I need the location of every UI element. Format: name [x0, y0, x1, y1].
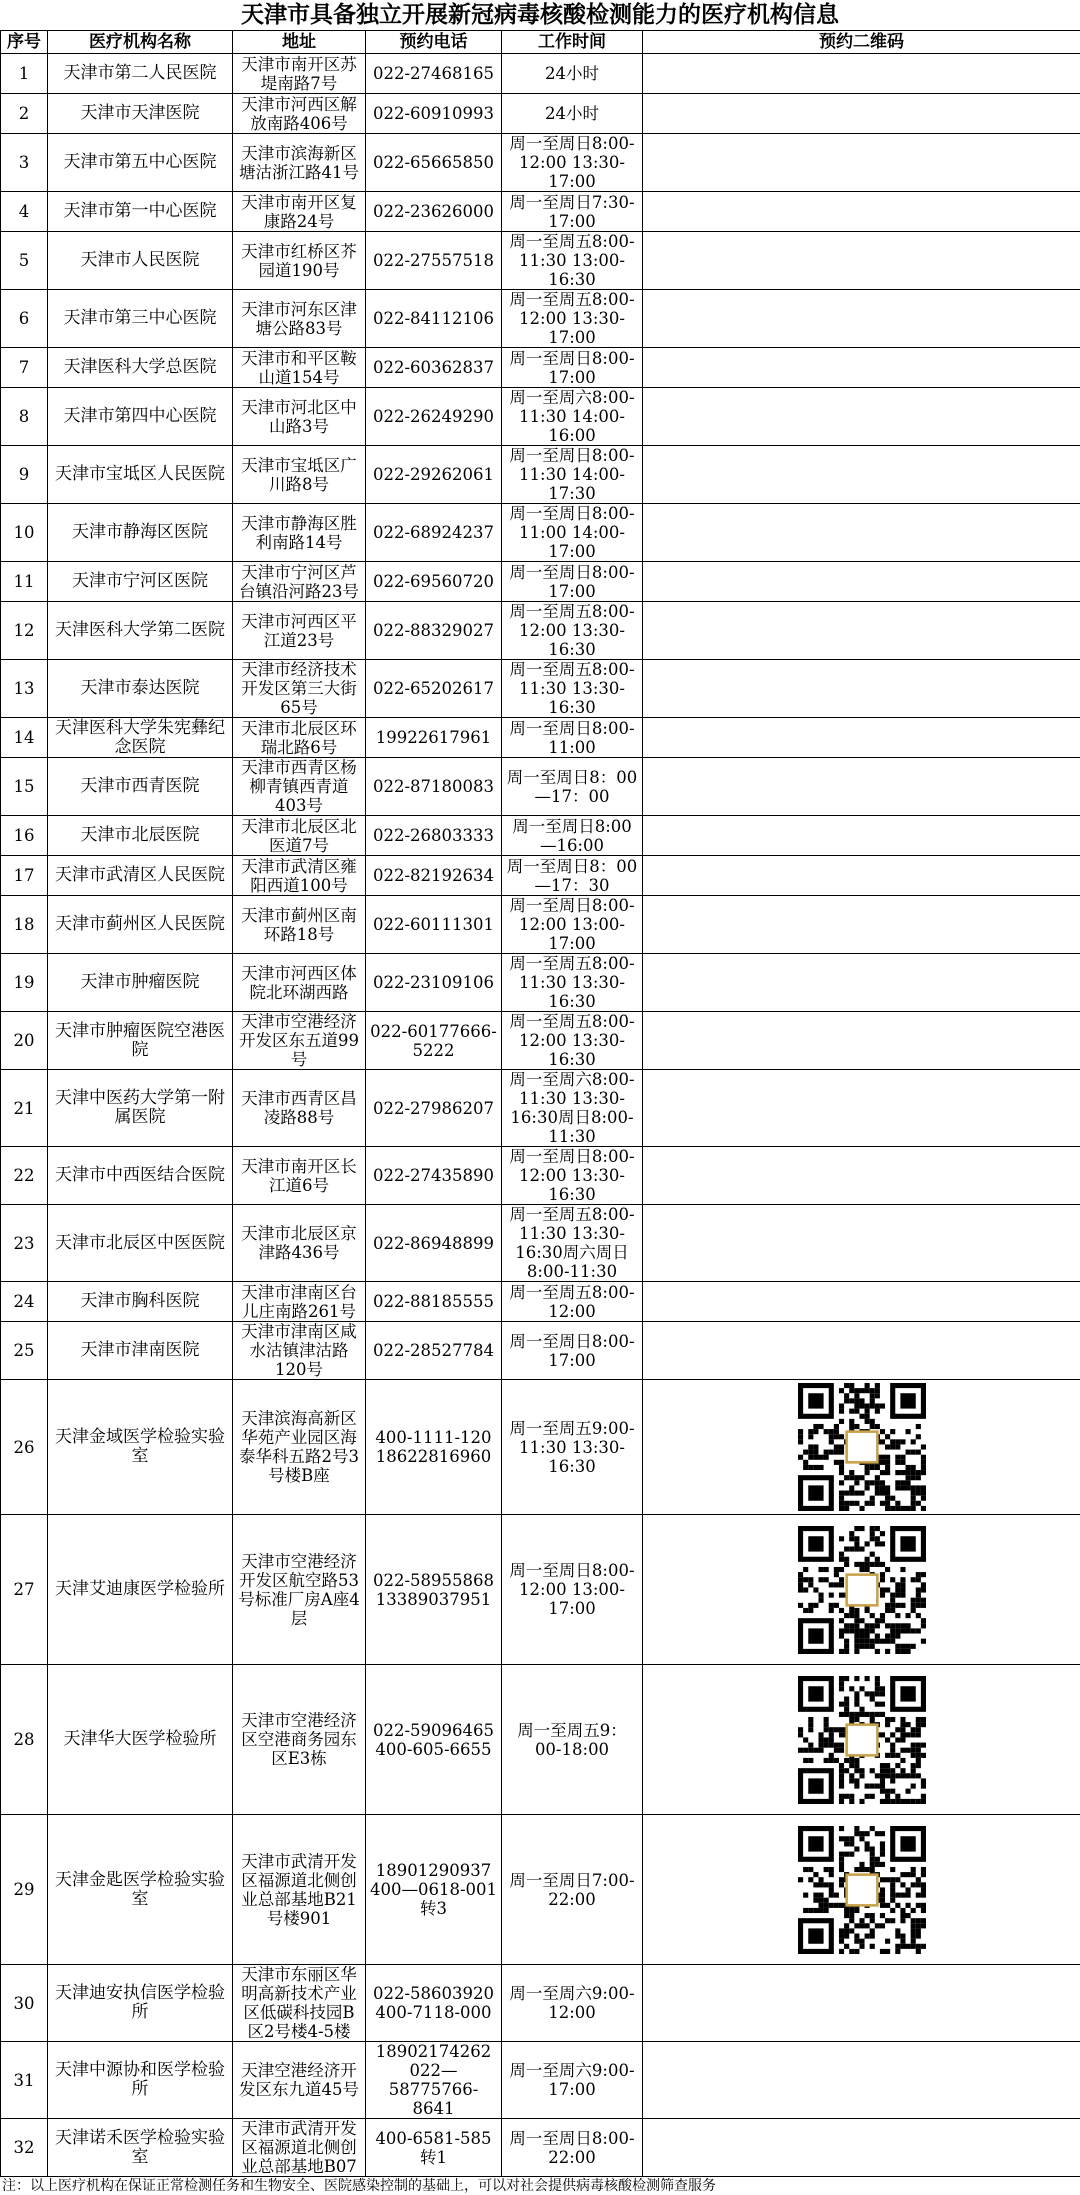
- working-hours: 周一至周五8:00-12:00: [502, 1282, 643, 1322]
- working-hours: 周一至周日8：00—17：00: [502, 758, 643, 816]
- appointment-phone: 022-86948899: [366, 1205, 502, 1282]
- institution-address: 天津市津南区咸水沽镇津沽路120号: [233, 1322, 366, 1380]
- table-row: [1, 1205, 1080, 1282]
- col-header-no: 序号: [1, 31, 48, 54]
- institution-address: 天津市河西区体院北环湖西路: [233, 954, 366, 1012]
- qr-code-icon[interactable]: [798, 1526, 926, 1654]
- row-number: 28: [1, 1665, 48, 1815]
- institution-name: 天津市人民医院: [48, 232, 233, 290]
- working-hours: 周一至周日8:00-22:00: [502, 2119, 643, 2177]
- institution-address: 天津市空港经济开发区航空路53号标准厂房A座4层: [233, 1515, 366, 1665]
- qr-code-cell: [643, 1147, 1080, 1205]
- appointment-phone: 022-23626000: [366, 192, 502, 232]
- table-row: [1, 1815, 1080, 1965]
- appointment-phone: 022-60362837: [366, 348, 502, 388]
- institution-name: 天津市第二人民医院: [48, 54, 233, 94]
- institution-name: 天津华大医学检验所: [48, 1665, 233, 1815]
- appointment-phone: 022-69560720: [366, 562, 502, 602]
- institution-name: 天津市泰达医院: [48, 660, 233, 718]
- qr-code-cell: [643, 388, 1080, 446]
- table-row: [1, 1147, 1080, 1205]
- footnote: 注：以上医疗机构在保证正常检测任务和生物安全、医院感染控制的基础上，可以对社会提供病毒核酸检测筛查服务: [0, 2177, 1080, 2195]
- row-number: 25: [1, 1322, 48, 1380]
- table-row: [1, 446, 1080, 504]
- table-row: [1, 2119, 1080, 2177]
- institution-address: 天津市空港经济区空港商务园东区E3栋: [233, 1665, 366, 1815]
- qr-code-cell: [643, 602, 1080, 660]
- table-row: [1, 896, 1080, 954]
- qr-code-icon[interactable]: [798, 1383, 926, 1511]
- institution-address: 天津市宝坻区广川路8号: [233, 446, 366, 504]
- row-number: 22: [1, 1147, 48, 1205]
- appointment-phone: 022-88185555: [366, 1282, 502, 1322]
- table-row: [1, 388, 1080, 446]
- institution-address: 天津市北辰区北医道7号: [233, 816, 366, 856]
- page-title: 天津市具备独立开展新冠病毒核酸检测能力的医疗机构信息: [0, 0, 1080, 30]
- working-hours: 周一至周日8:00-12:00 13:30-17:00: [502, 134, 643, 192]
- institution-address: 天津空港经济开发区东九道45号: [233, 2042, 366, 2119]
- row-number: 30: [1, 1965, 48, 2042]
- institution-name: 天津市宝坻区人民医院: [48, 446, 233, 504]
- institution-name: 天津迪安执信医学检验所: [48, 1965, 233, 2042]
- institution-name: 天津诺禾医学检验实验室: [48, 2119, 233, 2177]
- appointment-phone: 022-65202617: [366, 660, 502, 718]
- qr-code-cell: [643, 1070, 1080, 1147]
- institution-address: 天津市西青区昌凌路88号: [233, 1070, 366, 1147]
- qr-code-cell: [643, 896, 1080, 954]
- institution-address: 天津市西青区杨柳青镇西青道403号: [233, 758, 366, 816]
- institution-address: 天津市经济技术开发区第三大街65号: [233, 660, 366, 718]
- appointment-phone: 022-82192634: [366, 856, 502, 896]
- institution-name: 天津艾迪康医学检验所: [48, 1515, 233, 1665]
- appointment-phone: 022-26803333: [366, 816, 502, 856]
- qr-code-cell: [643, 290, 1080, 348]
- appointment-phone: 400-1111-120 18622816960: [366, 1380, 502, 1515]
- appointment-phone: 18902174262 022—58775766-8641: [366, 2042, 502, 2119]
- working-hours: 周一至周日8:00-17:00: [502, 1322, 643, 1380]
- row-number: 32: [1, 2119, 48, 2177]
- appointment-phone: 022-27435890: [366, 1147, 502, 1205]
- table-row: [1, 134, 1080, 192]
- table-row: [1, 348, 1080, 388]
- institution-address: 天津市南开区苏堤南路7号: [233, 54, 366, 94]
- table-row: [1, 562, 1080, 602]
- institution-address: 天津市滨海新区塘沽浙江路41号: [233, 134, 366, 192]
- table-row: [1, 504, 1080, 562]
- institution-address: 天津市北辰区京津路436号: [233, 1205, 366, 1282]
- appointment-phone: 400-6581-585转1: [366, 2119, 502, 2177]
- institution-address: 天津市空港经济开发区东五道99号: [233, 1012, 366, 1070]
- appointment-phone: 022-88329027: [366, 602, 502, 660]
- institution-name: 天津市静海区医院: [48, 504, 233, 562]
- working-hours: 周一至周六9:00-12:00: [502, 1965, 643, 2042]
- qr-code-cell: [643, 816, 1080, 856]
- qr-code-cell: [643, 1815, 1080, 1965]
- table-row: [1, 1012, 1080, 1070]
- row-number: 7: [1, 348, 48, 388]
- table-row: [1, 718, 1080, 758]
- qr-code-cell: [643, 1380, 1080, 1515]
- qr-code-cell: [643, 1515, 1080, 1665]
- table-row: [1, 54, 1080, 94]
- institution-name: 天津市天津医院: [48, 94, 233, 134]
- row-number: 17: [1, 856, 48, 896]
- institution-address: 天津市武清开发区福源道北侧创业总部基地B07: [233, 2119, 366, 2177]
- working-hours: 周一至周日8:00-17:00: [502, 562, 643, 602]
- institution-name: 天津金匙医学检验实验室: [48, 1815, 233, 1965]
- working-hours: 周一至周日8:00-11:00 14:00-17:00: [502, 504, 643, 562]
- institution-name: 天津市北辰区中医医院: [48, 1205, 233, 1282]
- appointment-phone: 022-59096465 400-605-6655: [366, 1665, 502, 1815]
- institution-address: 天津市河东区津塘公路83号: [233, 290, 366, 348]
- row-number: 23: [1, 1205, 48, 1282]
- institution-name: 天津市津南医院: [48, 1322, 233, 1380]
- institution-name: 天津金域医学检验实验室: [48, 1380, 233, 1515]
- working-hours: 周一至周五8:00-12:00 13:30-17:00: [502, 290, 643, 348]
- institution-name: 天津市第三中心医院: [48, 290, 233, 348]
- working-hours: 周一至周五8:00-11:30 13:00-16:30: [502, 232, 643, 290]
- qr-code-icon[interactable]: [798, 1676, 926, 1804]
- appointment-phone: 022-27468165: [366, 54, 502, 94]
- institution-name: 天津市肿瘤医院: [48, 954, 233, 1012]
- col-header-address: 地址: [233, 31, 366, 54]
- working-hours: 周一至周五9:00-11:30 13:30-16:30: [502, 1380, 643, 1515]
- qr-code-cell: [643, 1322, 1080, 1380]
- table-row: [1, 1282, 1080, 1322]
- institution-address: 天津市武清开发区福源道北侧创业总部基地B21号楼901: [233, 1815, 366, 1965]
- working-hours: 周一至周日8:00-12:00 13:30-16:30: [502, 1147, 643, 1205]
- qr-code-cell: [643, 758, 1080, 816]
- row-number: 6: [1, 290, 48, 348]
- appointment-phone: 022-29262061: [366, 446, 502, 504]
- row-number: 12: [1, 602, 48, 660]
- working-hours: 周一至周日8:00-11:30 14:00-17:30: [502, 446, 643, 504]
- appointment-phone: 022-27986207: [366, 1070, 502, 1147]
- appointment-phone: 022-26249290: [366, 388, 502, 446]
- working-hours: 周一至周五8:00-11:30 13:30-16:30周六周日8:00-11:30: [502, 1205, 643, 1282]
- table-row: [1, 602, 1080, 660]
- table-row: [1, 290, 1080, 348]
- qr-code-cell: [643, 1282, 1080, 1322]
- col-header-phone: 预约电话: [366, 31, 502, 54]
- institution-address: 天津市东丽区华明高新技术产业区低碳科技园B区2号楼4-5楼: [233, 1965, 366, 2042]
- appointment-phone: 022-60111301: [366, 896, 502, 954]
- row-number: 5: [1, 232, 48, 290]
- appointment-phone: 022-60177666-5222: [366, 1012, 502, 1070]
- institution-name: 天津市胸科医院: [48, 1282, 233, 1322]
- row-number: 24: [1, 1282, 48, 1322]
- row-number: 26: [1, 1380, 48, 1515]
- appointment-phone: 022-68924237: [366, 504, 502, 562]
- working-hours: 周一至周五9：00-18:00: [502, 1665, 643, 1815]
- col-header-name: 医疗机构名称: [48, 31, 233, 54]
- working-hours: 周一至周五8:00-12:00 13:30-16:30: [502, 602, 643, 660]
- row-number: 10: [1, 504, 48, 562]
- institution-address: 天津市静海区胜利南路14号: [233, 504, 366, 562]
- appointment-phone: 18901290937 400—0618-001转3: [366, 1815, 502, 1965]
- appointment-phone: 19922617961: [366, 718, 502, 758]
- row-number: 27: [1, 1515, 48, 1665]
- qr-code-cell: [643, 54, 1080, 94]
- table-row: [1, 816, 1080, 856]
- institution-address: 天津市和平区鞍山道154号: [233, 348, 366, 388]
- institution-name: 天津市第四中心医院: [48, 388, 233, 446]
- table-row: [1, 232, 1080, 290]
- appointment-phone: 022-58955868 13389037951: [366, 1515, 502, 1665]
- qr-code-cell: [643, 660, 1080, 718]
- institution-name: 天津医科大学朱宪彝纪念医院: [48, 718, 233, 758]
- working-hours: 周一至周五8:00-11:30 13:30-16:30: [502, 954, 643, 1012]
- qr-code-cell: [643, 348, 1080, 388]
- qr-code-cell: [643, 2119, 1080, 2177]
- table-row: [1, 2042, 1080, 2119]
- qr-code-cell: [643, 94, 1080, 134]
- appointment-phone: 022-65665850: [366, 134, 502, 192]
- row-number: 11: [1, 562, 48, 602]
- institution-address: 天津市武清区雍阳西道100号: [233, 856, 366, 896]
- row-number: 13: [1, 660, 48, 718]
- working-hours: 周一至周日8:00-11:00: [502, 718, 643, 758]
- appointment-phone: 022-58603920 400-7118-000: [366, 1965, 502, 2042]
- institution-table: [0, 30, 1080, 2177]
- appointment-phone: 022-87180083: [366, 758, 502, 816]
- institution-address: 天津市津南区台儿庄南路261号: [233, 1282, 366, 1322]
- qr-code-cell: [643, 192, 1080, 232]
- row-number: 20: [1, 1012, 48, 1070]
- qr-code-cell: [643, 504, 1080, 562]
- institution-address: 天津市北辰区环瑞北路6号: [233, 718, 366, 758]
- institution-name: 天津市第一中心医院: [48, 192, 233, 232]
- institution-name: 天津中源协和医学检验所: [48, 2042, 233, 2119]
- institution-address: 天津市河北区中山路3号: [233, 388, 366, 446]
- institution-name: 天津医科大学总医院: [48, 348, 233, 388]
- qr-code-cell: [643, 134, 1080, 192]
- row-number: 8: [1, 388, 48, 446]
- qr-code-cell: [643, 562, 1080, 602]
- institution-name: 天津市中西医结合医院: [48, 1147, 233, 1205]
- working-hours: 周一至周日8:00-12:00 13:00-17:00: [502, 896, 643, 954]
- appointment-phone: 022-27557518: [366, 232, 502, 290]
- row-number: 19: [1, 954, 48, 1012]
- working-hours: 周一至周六8:00-11:30 14:00-16:00: [502, 388, 643, 446]
- institution-address: 天津市蓟州区南环路18号: [233, 896, 366, 954]
- appointment-phone: 022-28527784: [366, 1322, 502, 1380]
- table-row: [1, 1665, 1080, 1815]
- qr-code-cell: [643, 856, 1080, 896]
- institution-address: 天津市河西区解放南路406号: [233, 94, 366, 134]
- appointment-phone: 022-60910993: [366, 94, 502, 134]
- qr-code-cell: [643, 232, 1080, 290]
- table-row: [1, 94, 1080, 134]
- qr-code-cell: [643, 1965, 1080, 2042]
- qr-code-icon[interactable]: [798, 1826, 926, 1954]
- institution-address: 天津市红桥区芥园道190号: [233, 232, 366, 290]
- working-hours: 周一至周六9:00-17:00: [502, 2042, 643, 2119]
- row-number: 18: [1, 896, 48, 954]
- institution-name: 天津医科大学第二医院: [48, 602, 233, 660]
- institution-address: 天津市河西区平江道23号: [233, 602, 366, 660]
- table-row: [1, 1322, 1080, 1380]
- row-number: 9: [1, 446, 48, 504]
- row-number: 31: [1, 2042, 48, 2119]
- row-number: 1: [1, 54, 48, 94]
- working-hours: 24小时: [502, 94, 643, 134]
- row-number: 3: [1, 134, 48, 192]
- col-header-qr: 预约二维码: [643, 31, 1080, 54]
- working-hours: 周一至周日8：00—17：30: [502, 856, 643, 896]
- table-row: [1, 660, 1080, 718]
- institution-address: 天津滨海高新区华苑产业园区海泰华科五路2号3号楼B座: [233, 1380, 366, 1515]
- row-number: 21: [1, 1070, 48, 1147]
- row-number: 16: [1, 816, 48, 856]
- institution-address: 天津市宁河区芦台镇沿河路23号: [233, 562, 366, 602]
- qr-code-cell: [643, 954, 1080, 1012]
- appointment-phone: 022-84112106: [366, 290, 502, 348]
- working-hours: 周一至周日8:00-12:00 13:00-17:00: [502, 1515, 643, 1665]
- table-row: [1, 1070, 1080, 1147]
- row-number: 15: [1, 758, 48, 816]
- institution-name: 天津市北辰医院: [48, 816, 233, 856]
- table-row: [1, 1515, 1080, 1665]
- institution-name: 天津市肿瘤医院空港医院: [48, 1012, 233, 1070]
- row-number: 4: [1, 192, 48, 232]
- qr-code-cell: [643, 1012, 1080, 1070]
- table-row: [1, 1380, 1080, 1515]
- table-row: [1, 1965, 1080, 2042]
- working-hours: 周一至周六8:00-11:30 13:30-16:30周日8:00-11:30: [502, 1070, 643, 1147]
- table-row: [1, 192, 1080, 232]
- row-number: 2: [1, 94, 48, 134]
- institution-address: 天津市南开区复康路24号: [233, 192, 366, 232]
- institution-name: 天津市蓟州区人民医院: [48, 896, 233, 954]
- qr-code-cell: [643, 1665, 1080, 1815]
- working-hours: 24小时: [502, 54, 643, 94]
- institution-name: 天津中医药大学第一附属医院: [48, 1070, 233, 1147]
- institution-name: 天津市宁河区医院: [48, 562, 233, 602]
- appointment-phone: 022-23109106: [366, 954, 502, 1012]
- institution-name: 天津市西青医院: [48, 758, 233, 816]
- col-header-hours: 工作时间: [502, 31, 643, 54]
- table-row: [1, 954, 1080, 1012]
- working-hours: 周一至周五8:00-12:00 13:30-16:30: [502, 1012, 643, 1070]
- institution-name: 天津市第五中心医院: [48, 134, 233, 192]
- row-number: 29: [1, 1815, 48, 1965]
- qr-code-cell: [643, 446, 1080, 504]
- institution-address: 天津市南开区长江道6号: [233, 1147, 366, 1205]
- table-row: [1, 856, 1080, 896]
- working-hours: 周一至周五8:00-11:30 13:30-16:30: [502, 660, 643, 718]
- working-hours: 周一至周日8:00—16:00: [502, 816, 643, 856]
- working-hours: 周一至周日7:00-22:00: [502, 1815, 643, 1965]
- working-hours: 周一至周日7:30-17:00: [502, 192, 643, 232]
- qr-code-cell: [643, 2042, 1080, 2119]
- qr-code-cell: [643, 718, 1080, 758]
- row-number: 14: [1, 718, 48, 758]
- table-row: [1, 758, 1080, 816]
- working-hours: 周一至周日8:00-17:00: [502, 348, 643, 388]
- table-header-row: [1, 31, 1080, 54]
- institution-name: 天津市武清区人民医院: [48, 856, 233, 896]
- qr-code-cell: [643, 1205, 1080, 1282]
